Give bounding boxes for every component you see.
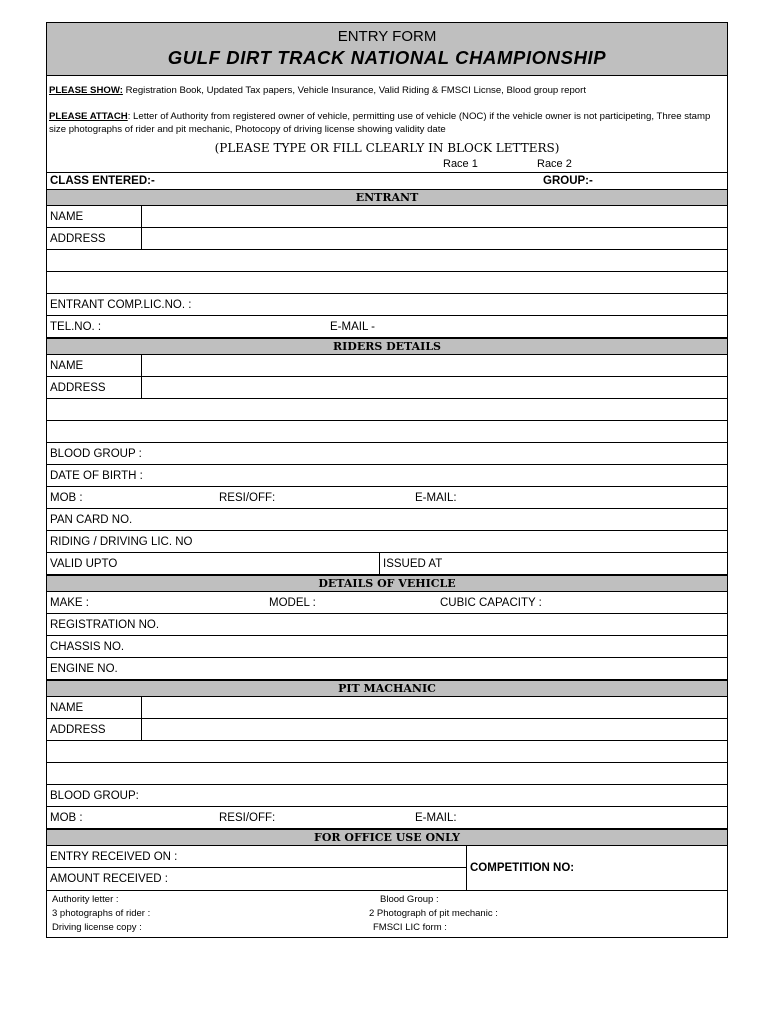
championship-title: GULF DIRT TRACK NATIONAL CHAMPIONSHIP (167, 47, 607, 68)
vehicle-chassis-label: CHASSIS NO. (50, 640, 125, 653)
please-attach-text: : Letter of Authority from registered owner of vehicle, permitting use of vehicle (NOC) if the vehicle owner is not participeting, Three stamp size photographs of rider and pit mechanic, Photocopy of driving license showing validity date (49, 111, 711, 135)
competition-no-label[interactable]: COMPETITION NO: (470, 862, 575, 874)
pit-address-label: ADDRESS (47, 719, 142, 740)
rider-lic-label: RIDING / DRIVING LIC. NO (50, 535, 193, 548)
office-checklist (47, 891, 727, 937)
entry-form (46, 22, 728, 938)
rider-dob-label: DATE OF BIRTH : (50, 469, 143, 482)
entry-received-row[interactable] (47, 846, 466, 868)
vehicle-make-label: MAKE : (50, 596, 89, 609)
rider-resi-label: RESI/OFF: (219, 491, 276, 504)
vehicle-registration-label: REGISTRATION NO. (50, 618, 160, 631)
rider-address-row[interactable] (47, 377, 727, 399)
pit-resi-label: RESI/OFF: (219, 811, 276, 824)
vehicle-section-header: DETAILS OF VEHICLE (47, 575, 727, 592)
office-blood-group-label: Blood Group : (380, 894, 439, 905)
entrant-address-line-2[interactable] (47, 250, 727, 272)
rider-address-line-3[interactable] (47, 421, 727, 443)
rider-valid-upto-label: VALID UPTO (47, 553, 380, 574)
block-letters-note: (PLEASE TYPE OR FILL CLEARLY IN BLOCK LETTERS) (214, 141, 560, 155)
pit-photo-label: 2 Photograph of pit mechanic : (369, 908, 498, 919)
entrant-address-row[interactable] (47, 228, 727, 250)
rider-photos-label: 3 photographs of rider : (52, 908, 151, 919)
please-attach-label: PLEASE ATTACH (49, 111, 128, 122)
entrant-email-label: E-MAIL - (330, 320, 375, 333)
class-entered-label: CLASS ENTERED:- (50, 175, 155, 187)
entrant-address-label: ADDRESS (47, 228, 142, 249)
rider-blood-group-row[interactable] (47, 443, 727, 465)
pit-address-row[interactable] (47, 719, 727, 741)
rider-email-label: E-MAIL: (415, 491, 457, 504)
entry-received-label: ENTRY RECEIVED ON : (50, 850, 178, 863)
class-row[interactable] (47, 172, 727, 189)
please-attach-note (47, 104, 727, 140)
entrant-name-row[interactable] (47, 206, 727, 228)
form-header (47, 23, 727, 76)
vehicle-make-row[interactable] (47, 592, 727, 614)
driving-license-copy-label: Driving license copy : (52, 922, 142, 933)
vehicle-registration-row[interactable] (47, 614, 727, 636)
rider-issued-at-label: ISSUED AT (383, 557, 443, 570)
pit-email-label: E-MAIL: (415, 811, 457, 824)
entrant-address-line-3[interactable] (47, 272, 727, 294)
entrant-contact-row[interactable] (47, 316, 727, 338)
rider-mob-label: MOB : (50, 491, 83, 504)
entrant-tel-label: TEL.NO. : (50, 320, 102, 333)
vehicle-engine-row[interactable] (47, 658, 727, 680)
rider-validity-row[interactable] (47, 553, 727, 575)
riders-section-header: RIDERS DETAILS (47, 338, 727, 355)
amount-received-row[interactable] (47, 868, 466, 890)
rider-address-line-2[interactable] (47, 399, 727, 421)
pit-phone-row[interactable] (47, 807, 727, 829)
rider-pan-label: PAN CARD NO. (50, 513, 133, 526)
office-block (47, 846, 727, 891)
entrant-comp-lic-row[interactable] (47, 294, 727, 316)
race-row (47, 158, 727, 172)
please-show-text: Registration Book, Updated Tax papers, Vehicle Insurance, Valid Riding & FMSCI Licnse, Blood group report (122, 85, 586, 96)
office-section-header: FOR OFFICE USE ONLY (47, 829, 727, 846)
race1-label: Race 1 (443, 158, 478, 170)
rider-pan-row[interactable] (47, 509, 727, 531)
form-title: ENTRY FORM (337, 28, 437, 45)
pit-address-line-3[interactable] (47, 763, 727, 785)
pit-section-header: PIT MACHANIC (47, 680, 727, 697)
vehicle-cc-label: CUBIC CAPACITY : (440, 596, 542, 609)
please-show-label: PLEASE SHOW: (49, 85, 123, 96)
rider-address-label: ADDRESS (47, 377, 142, 398)
group-label: GROUP:- (543, 175, 593, 187)
race2-label: Race 2 (537, 158, 572, 170)
pit-blood-group-row[interactable] (47, 785, 727, 807)
rider-lic-row[interactable] (47, 531, 727, 553)
entrant-name-label: NAME (47, 206, 142, 227)
authority-letter-label: Authority letter : (52, 894, 119, 905)
please-show-note (47, 76, 727, 104)
entrant-comp-lic-label: ENTRANT COMP.LIC.NO. : (50, 298, 192, 311)
office-left (47, 846, 467, 890)
vehicle-engine-label: ENGINE NO. (50, 662, 118, 675)
pit-name-row[interactable] (47, 697, 727, 719)
rider-name-label: NAME (47, 355, 142, 376)
amount-received-label: AMOUNT RECEIVED : (50, 873, 168, 885)
pit-blood-group-label: BLOOD GROUP: (50, 789, 139, 802)
vehicle-model-label: MODEL : (269, 596, 316, 609)
rider-name-row[interactable] (47, 355, 727, 377)
pit-address-line-2[interactable] (47, 741, 727, 763)
pit-mob-label: MOB : (50, 811, 83, 824)
rider-blood-group-label: BLOOD GROUP : (50, 447, 142, 460)
entrant-section-header: ENTRANT (47, 189, 727, 206)
rider-dob-row[interactable] (47, 465, 727, 487)
vehicle-chassis-row[interactable] (47, 636, 727, 658)
fmsci-form-label: FMSCI LIC form : (373, 922, 447, 933)
rider-phone-row[interactable] (47, 487, 727, 509)
pit-name-label: NAME (47, 697, 142, 718)
